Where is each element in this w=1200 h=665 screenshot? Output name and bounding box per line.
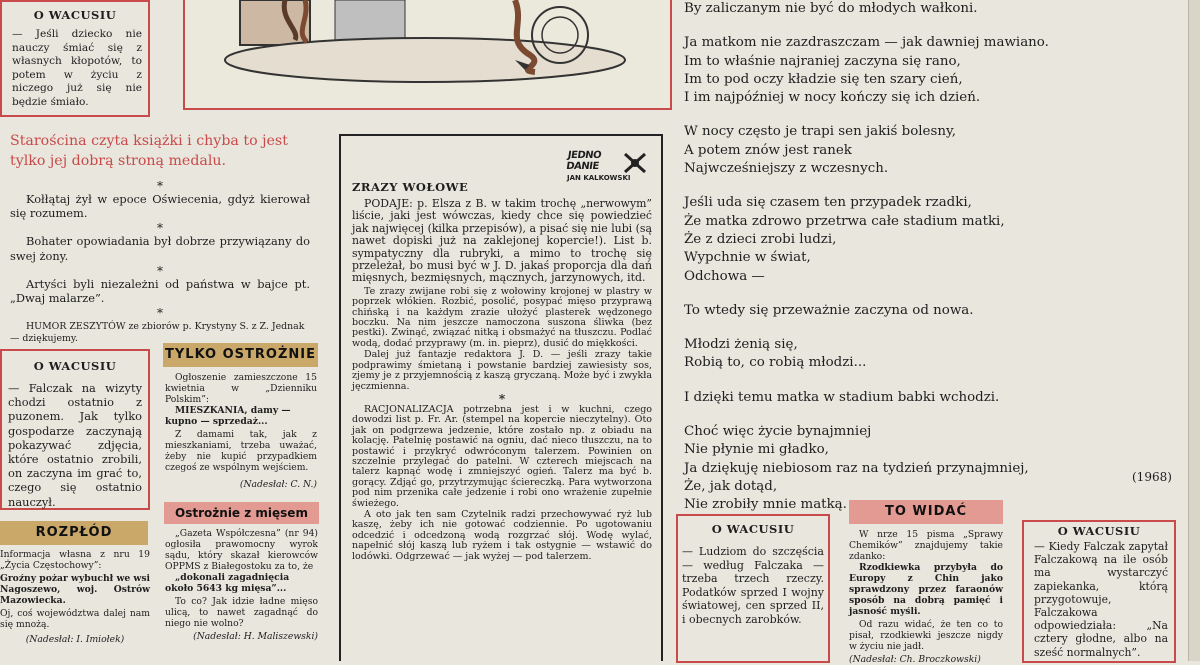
wacus-box-top-left — [0, 0, 150, 117]
poem-line: Młodzi żenią się, — [684, 337, 798, 353]
recipe-paragraph: Te zrazy zwijane robi się z wołowiny krojonej w plastry w poprzek włókien. Rozbić, posolić, posypać mięso przyprawą chińską i na każdym zrazie ułożyć plasterek wędzonego boczku. Na nim jeszcze namoczona suszona śliwka (bez pestki). Zwinąć, związać nitką i obsmażyć na tłuszczu. Podlać wodą, dodać przyprawy (m. in. pieprz), dusić do miękkości. — [352, 285, 652, 349]
poem-line: Że matka zdrowo przetrwa całe stadium matki, — [684, 213, 1005, 229]
poem-line: Choć więc życie bynajmniej — [684, 424, 872, 440]
poem-line: Odchowa — — [684, 268, 765, 284]
miesem-text1: „Gazeta Współczesna” (nr 94) ogłosiła prawomocny wyrok sądu, który skazał kierowców OPPMS z Białegostoku za to, że — [165, 528, 318, 572]
wacus-title: O WACUSIU — [711, 522, 795, 536]
poem-stanza — [684, 123, 1184, 178]
recipe-body — [352, 198, 652, 562]
wacus-title: O WACUSIU — [1057, 524, 1141, 538]
tylko-ostroznie-banner: TYLKO OSTROŻNIE — [163, 343, 318, 367]
miesem-text2: „dokonali zagadnięcia około 5643 kg mięsa”... — [165, 572, 290, 594]
poem-line: To wtedy się przeważnie zaczyna od nowa. — [684, 302, 974, 318]
ostroznie-miesem-body — [165, 528, 318, 642]
poem-line: Jeśli uda się czasem ten przypadek rzadki, — [684, 195, 972, 211]
tylko-ostroznie-body — [165, 372, 317, 490]
wacus-box-mid-left — [0, 349, 150, 510]
poem-stanza — [684, 34, 1184, 107]
poem-line: I dzięki temu matka w stadium babki wchodzi. — [684, 389, 1000, 405]
star-separator: * — [498, 391, 506, 406]
wacus-text: — Kiedy Falczak zapytał Falczakową na ile osób ma wystarczyć zapiekanka, którą przygotowuje, Falczakowa odpowiedziała: „Na cztery głodne, albo na sześć normalnych”. — [1034, 540, 1168, 659]
jedno-danie-logo — [567, 150, 657, 188]
tylko-intro: Ogłoszenie zamieszczone 15 kwietnia w „Dzienniku Polskim”: — [165, 372, 317, 405]
recipe-paragraph: Dalej już fantazje redaktora J. D. — jeśli zrazy takie podprawimy śmietaną i powstanie bardziej zawiesisty sos, zjemy je z przyjemnością z kaszą gryczaną. Może być i zwykła jęczmienna. — [352, 349, 652, 392]
wacus-text: — Jeśli dziecko nie nauczy śmiać się z własnych kłopotów, to potem w życiu z niczego już się nie będzie śmiało. — [12, 28, 142, 108]
poem-stanza — [684, 302, 1184, 320]
wacus-title: O WACUSIU — [33, 359, 117, 373]
poem-stanza — [684, 194, 1184, 285]
rozplod-line: Oj, coś województwa dalej nam się mnożą. — [0, 608, 150, 630]
recipe-title: ZRAZY WOŁOWE — [352, 180, 469, 194]
poem-line: Nie płynie mi gładko, — [684, 442, 829, 458]
poem-line: Robią to, co robią młodzi... — [684, 355, 867, 371]
miesem-text3: To co? Jak idzie ładne mięso ulicą, to nawet zagadnąć do niego nie wolno? — [165, 596, 318, 629]
wacus-box-bottom-1 — [676, 514, 830, 663]
to-widac-intro: W nrze 15 pisma „Sprawy Chemików” znajdujemy takie zdanko: — [849, 529, 1003, 562]
tylko-ad-head: MIESZKANIA, damy — kupno — sprzedaż... — [165, 405, 291, 427]
humor-item: Artyści byli niezależni od państwa w bajce pt. „Dwaj malarze”. — [10, 276, 310, 306]
to-widac-banner: TO WIDAĆ — [849, 500, 1003, 524]
poem-line: Im to pod oczy kładzie się ten szary cień, — [684, 71, 963, 87]
poem-line: Nie zrobiły mnie matką. — [684, 497, 847, 513]
recipe-paragraph: A oto jak ten sam Czytelnik radzi przechowywać ryż lub kaszę, żeby ich nie gotować codziennie. Po ugotowaniu odcedzić i odcedzoną wodą rozgrzać słój. Wodę wylać, napełnić słój kaszą lub ryżem i tak ostygnie — wstawić do lodówki. Odgrzewać — jak wyżej — pod talerzem. — [352, 508, 652, 562]
red-quote — [10, 131, 310, 171]
star-separator: * — [157, 263, 163, 278]
humor-item: Kołłątaj żył w epoce Oświecenia, gdyż kierował się rozumem. — [10, 192, 310, 221]
to-widac-comment: Od razu widać, że ten co to pisał, rzodkiewki jeszcze nigdy w życiu nie jadł. — [849, 619, 1003, 652]
wacus-title: O WACUSIU — [33, 8, 117, 22]
page-edge — [1188, 0, 1200, 661]
miesem-sender: (Nadesłał: H. Maliszewski) — [193, 631, 318, 642]
tylko-ad-text: Z damami tak, jak z mieszkaniami, trzeba uważać, żeby nie kupić przypadkiem czegoś ze wspólnym wejściem. — [165, 429, 317, 473]
to-widac-sender: (Nadesłał: Ch. Broczkowski) — [849, 654, 981, 665]
fork-knife-icon — [623, 152, 649, 174]
poem-line: Im to właśnie najraniej zaczyna się rano, — [684, 53, 961, 69]
star-separator: * — [157, 179, 163, 193]
poem-line: A potem znów jest ranek — [684, 142, 852, 158]
rozplod-body — [0, 549, 150, 645]
humor-list — [10, 180, 310, 344]
poem-line: By zaliczanym nie być do młodych wałkoni. — [684, 1, 978, 16]
tylko-sender: (Nadesłał: C. N.) — [239, 479, 317, 490]
poem-year: (1968) — [1132, 470, 1172, 484]
logo-author: JAN KALKOWSKI — [567, 174, 631, 182]
poem-line: Ja matkom nie zazdraszczam — jak dawniej mawiano. — [684, 35, 1049, 51]
cartoon-drawing — [185, 0, 670, 108]
rozplod-sender: (Nadesłał: I. Imiołek) — [25, 634, 125, 645]
to-widac-quote: Rzodkiewka przybyła do Europy z Chin jako sprawdzony przez faraonów sposób na dobrą pamięć i jasność myśli. — [849, 562, 1003, 617]
rozplod-banner: ROZPŁÓD — [0, 521, 148, 545]
humor-credit: HUMOR ZESZYTÓW ze zbiorów p. Krystyny S. z Z. Jednak — dziękujemy. — [10, 321, 305, 344]
ostroznie-miesem-banner: Ostrożnie z mięsem — [164, 502, 319, 524]
star-separator: * — [157, 221, 163, 236]
poem-line: Że z dzieci zrobi ludzi, — [684, 231, 837, 247]
poem-line: Ja dziękuję niebiosom raz na tydzień przynajmniej, — [684, 460, 1029, 476]
recipe-box — [339, 134, 663, 661]
to-widac-body — [849, 529, 1003, 665]
poem-stanza — [684, 336, 1184, 373]
wacus-box-bottom-2 — [1022, 520, 1176, 663]
poem-line: W nocy często je trapi sen jakiś bolesny, — [684, 124, 957, 140]
star-separator: * — [157, 306, 163, 321]
recipe-intro: PODAJE: p. Elsza z B. w takim trochę „nerwowym” liście, jaki jest wówczas, kiedy chce się powiedzieć jak najwięcej (kilka przepisów), a pisać się nie lubi (są nawet dopiski już na zaklejonej kopercie!). List b. sympatyczny dla rubryki, a mimo to trochę się przeleżał, bo musi być w J. D. jakaś proporcja dla dań mięsnych, bezmięsnych, mącznych, jarzynowych, itd. — [352, 197, 652, 285]
poem-stanza — [684, 0, 1184, 18]
logo-title: JEDNO DANIE — [565, 150, 602, 172]
wacus-text: — Ludziom do szczęścia — według Falczaka — trzeba trzech rzeczy. Podatków sprzed I wojny światowej, cen sprzed II, i obecnych zarobków. — [682, 545, 824, 626]
rozplod-line: Groźny pożar wybuchł we wsi Nagoszewo, woj. Ostrów Mazowiecka. — [0, 573, 150, 606]
poem-line: I im najpóźniej w nocy kończy się ich dzień. — [684, 90, 981, 106]
rozplod-line: Informacja własna z nru 19 „Życia Częstochowy”: — [0, 549, 150, 571]
poem-line: Wypchnie w świat, — [684, 250, 811, 266]
recipe-paragraph: RACJONALIZACJA potrzebna jest i w kuchni, czego dowodzi list p. Fr. Ar. (stempel na kopercie nieczytelny). Oto jak on podgrzewa jedzenie, które zostało np. z obiadu na kolację. Patelnię postawić na ogniu, dać nieco tłuszczu, na to postawić i przykryć odwróconym talerzem. Powinien on szczelnie przylegać do patelni. W czterech miejscach na talerz kapnąć wodę i zmniejszyć ogień. Talerz ma być b. gorący. Zdjąć go, przytrzymując ściereczką. Para wytworzona pod nim przenika całe jedzenie i robi ono wrażenie zupełnie świeżego. — [352, 403, 652, 509]
poem-stanza — [684, 389, 1184, 407]
poem-line: Najwcześniejszy z wczesnych. — [684, 161, 889, 177]
cartoon-illustration — [183, 0, 672, 110]
poem-line: Że, jak dotąd, — [684, 478, 778, 494]
red-quote-text: Starościna czyta książki i chyba to jest tylko jej dobrą stroną medalu. — [10, 133, 288, 169]
poem — [684, 0, 1184, 531]
humor-item: Bohater opowiadania był dobrze przywiązany do swej żony. — [10, 234, 310, 263]
wacus-text: — Falczak na wizyty chodzi ostatnio z puzonem. Jak tylko gospodarze zaczynają pokazywać zdjęcia, które ostatnio zrobili, on zaczyna im grać to, czego się ostatnio nauczył. — [8, 381, 142, 509]
